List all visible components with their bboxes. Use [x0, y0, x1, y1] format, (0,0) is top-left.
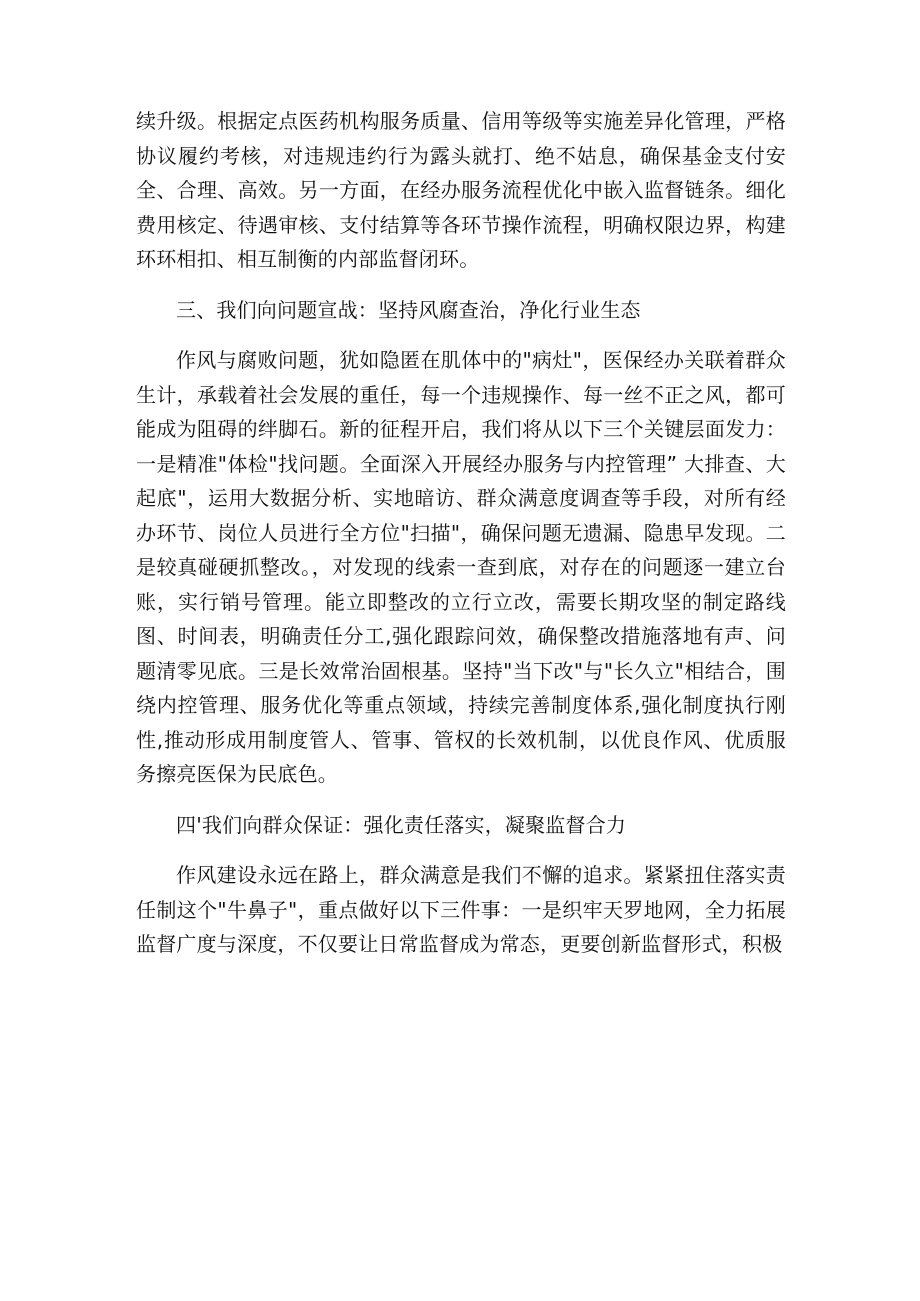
- paragraph-continued: 续升级。根据定点医药机构服务质量、信用等级等实施差异化管理，严格协议履约考核，对违规违约行为露头就打、绝不姑息，确保基金支付安全、合理、高效。另一方面，在经办服务流程优化中嵌入监督链条。细化费用核定、待遇审核、支付结算等各环节操作流程，明确权限边界，构建环环相扣、相互制衡的内部监督闭环。: [136, 109, 786, 271]
- paragraph-section-3-body: 作风与腐败问题，犹如隐匿在肌体中的"病灶"，医保经办关联着群众生计，承载着社会发展的重任，每一个违规操作、每一丝不正之风，都可能成为阻碍的绊脚石。新的征程开启，我们将从以下三个关键层面发力：一是精准"体检"找问题。全面深入开展经办服务与内控管理” 大排查、大起底"，运用大数据分析、实地暗访、群众满意度调查等手段，对所有经办环节、岗位人员进行全方位"扫描"，确保问题无遗漏、隐患早发现。二是较真碰硬抓整改。，对发现的线索一查到底，对存在的问题逐一建立台账，实行销号管理。能立即整改的立行立改，需要长期攻坚的制定路线图、时间表，明确责任分工,强化跟踪问效，确保整改措施落地有声、问题清零见底。三是长效常治固根基。坚持"当下改"与"长久立"相结合，围绕内控管理、服务优化等重点领域，持续完善制度体系,强化制度执行刚性,推动形成用制度管人、管事、管权的长效机制，以优良作风、优质服务擦亮医保为民底色。: [136, 348, 786, 786]
- section-heading-3: 三、我们向问题宣战：坚持风腐查治，净化行业生态: [176, 297, 641, 322]
- paragraph-section-4-body: 作风建设永远在路上，群众满意是我们不懈的追求。紧紧扭住落实责任制这个"牛鼻子"，重点做好以下三件事：一是织牢天罗地网，全力拓展监督广度与深度，不仅要让日常监督成为常态，更要创新监督形式，积极: [136, 863, 786, 956]
- document-body: [136, 104, 786, 962]
- section-heading-4: 四'我们向群众保证：强化责任落实，凝聚监督合力: [176, 812, 627, 837]
